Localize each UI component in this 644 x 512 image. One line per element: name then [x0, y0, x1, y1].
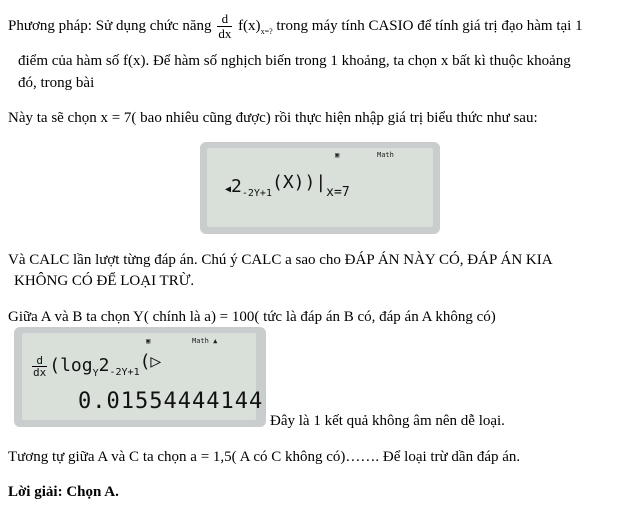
calc-instruction-line-2: KHÔNG CÓ ĐỂ LOẠI TRỪ.: [14, 273, 195, 289]
expression-exponent: -2Y+1: [109, 367, 140, 378]
expression-paren: (X))|: [271, 172, 327, 193]
status-indicator: ▣: [335, 151, 340, 159]
log-base: Y: [92, 368, 99, 379]
method-line-2: điểm của hàm số f(x). Để hàm số nghịch biến trong 1 khoảng, ta chọn x bất kì thuộc khoảng: [18, 53, 571, 69]
method-line-3: đó, trong bài: [18, 75, 95, 91]
choose-y-text: Giữa A và B ta chọn Y( chính là a) = 100( tức là đáp án B có, đáp án A không có): [8, 309, 496, 325]
method-intro-text: Phương pháp: Sử dụng chức năng: [8, 17, 212, 34]
status-indicator: ▣: [146, 337, 151, 345]
function-subscript: x=?: [260, 26, 273, 36]
solution-answer: Chọn A.: [66, 484, 119, 500]
derivative-denominator: dx: [33, 366, 47, 379]
expression-exponent: -2Y+1: [241, 188, 272, 199]
similar-step-text: Tương tự giữa A và C ta chọn a = 1,5( A có C không có)……. Để loại trừ dần đáp án.: [8, 449, 521, 465]
derivative-fraction: [32, 355, 47, 378]
derivative-denominator: dx: [218, 26, 232, 41]
method-line-1: [8, 12, 583, 41]
math-mode-indicator: Math ▲: [192, 337, 218, 345]
choose-x-text: Này ta sẽ chọn x = 7( bao nhiêu cũng được) rồi thực hiện nhập giá trị biểu thức như sau:: [8, 110, 538, 126]
evaluation-point: x=7: [326, 185, 350, 200]
calculator-screen-1: [200, 142, 440, 234]
expression-end: (▷: [139, 351, 162, 372]
method-text-continued: trong máy tính CASIO để tính giá trị đạo hàm tại 1: [276, 17, 583, 34]
calc-instruction-line-1: Và CALC lần lượt từng đáp án. Chú ý CALC a sao cho ĐÁP ÁN NÀY CÓ, ĐÁP ÁN KIA: [8, 252, 553, 268]
calculator-screen-2: [14, 327, 266, 427]
lcd-display: [22, 333, 264, 420]
solution-label: Lời giải:: [8, 484, 63, 500]
math-mode-indicator: Math: [377, 151, 394, 159]
log-function: (log: [49, 355, 93, 376]
derivative-fraction: [217, 12, 232, 41]
left-arrow-icon: ◀: [225, 184, 232, 195]
solution-line: [8, 484, 119, 501]
result-note: Đây là 1 kết quả không âm nên dễ loại.: [270, 413, 505, 429]
derivative-numerator: d: [32, 355, 47, 367]
expression-base: 2: [231, 176, 242, 197]
expression-line: [30, 351, 161, 379]
expression-line: [225, 172, 350, 200]
expression-base: 2: [98, 355, 110, 376]
function-notation: f(x): [238, 17, 261, 34]
lcd-display: [207, 148, 433, 227]
calculator-result: 0.01554444144: [78, 389, 264, 414]
derivative-numerator: d: [217, 12, 232, 27]
